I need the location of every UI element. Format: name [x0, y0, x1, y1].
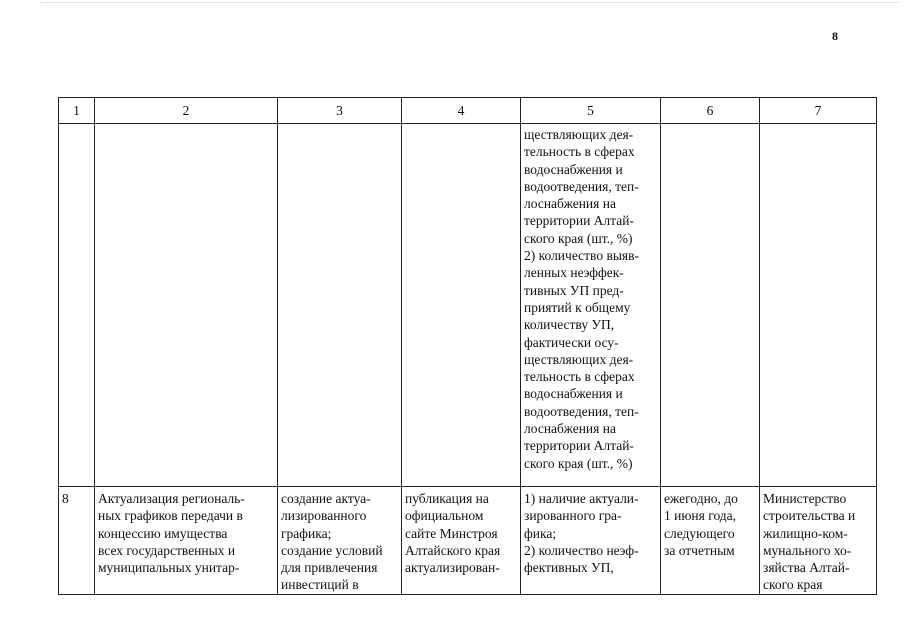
header-cell-6: 6 — [661, 98, 760, 124]
cont-cell-6 — [661, 124, 760, 487]
table-row-8 — [59, 487, 877, 595]
row8-measure: Актуализация региональ- ных графиков передачи в концессию имущества всех государственных и муниципальных унитар- — [95, 487, 278, 595]
table-header-row — [59, 98, 877, 124]
cont-cell-4 — [402, 124, 521, 487]
header-cell-4: 4 — [402, 98, 521, 124]
row8-goal: создание актуа- лизированного графика; создание условий для привлечения инвестиций в — [278, 487, 402, 595]
row8-indicators: 1) наличие актуали- зированного гра- фика; 2) количество неэф- фективных УП, — [521, 487, 661, 595]
cont-cell-5-indicators: ществляющих дея- тельность в сферах водоснабжения и водоотведения, теп- лоснабжения на территории Алтай- ского края (шт., %) 2) количество выяв- ленных неэффек- тивных УП пред- приятий к общему количеству УП, фактически осу- ществляющих дея- тельность в сферах водоснабжения и водоотведения, теп- лоснабжения на территории Алтай- ского края (шт., %) — [521, 124, 661, 487]
header-cell-7: 7 — [760, 98, 877, 124]
header-cell-1: 1 — [59, 98, 95, 124]
header-cell-5: 5 — [521, 98, 661, 124]
header-cell-3: 3 — [278, 98, 402, 124]
row8-result: публикация на официальном сайте Минстроя Алтайского края актуализирован- — [402, 487, 521, 595]
page-number: 8 — [832, 29, 838, 43]
cont-cell-7 — [760, 124, 877, 487]
row8-number: 8 — [59, 487, 95, 595]
scan-noise-line — [40, 2, 900, 3]
cont-cell-3 — [278, 124, 402, 487]
cont-cell-1 — [59, 124, 95, 487]
table-row-continuation — [59, 124, 877, 487]
document-table — [58, 97, 877, 595]
row8-responsible: Министерство строительства и жилищно-ком- мунального хо- зяйства Алтай- ского края — [760, 487, 877, 595]
cont-cell-2 — [95, 124, 278, 487]
row8-deadline: ежегодно, до 1 июня года, следующего за отчетным — [661, 487, 760, 595]
header-cell-2: 2 — [95, 98, 278, 124]
